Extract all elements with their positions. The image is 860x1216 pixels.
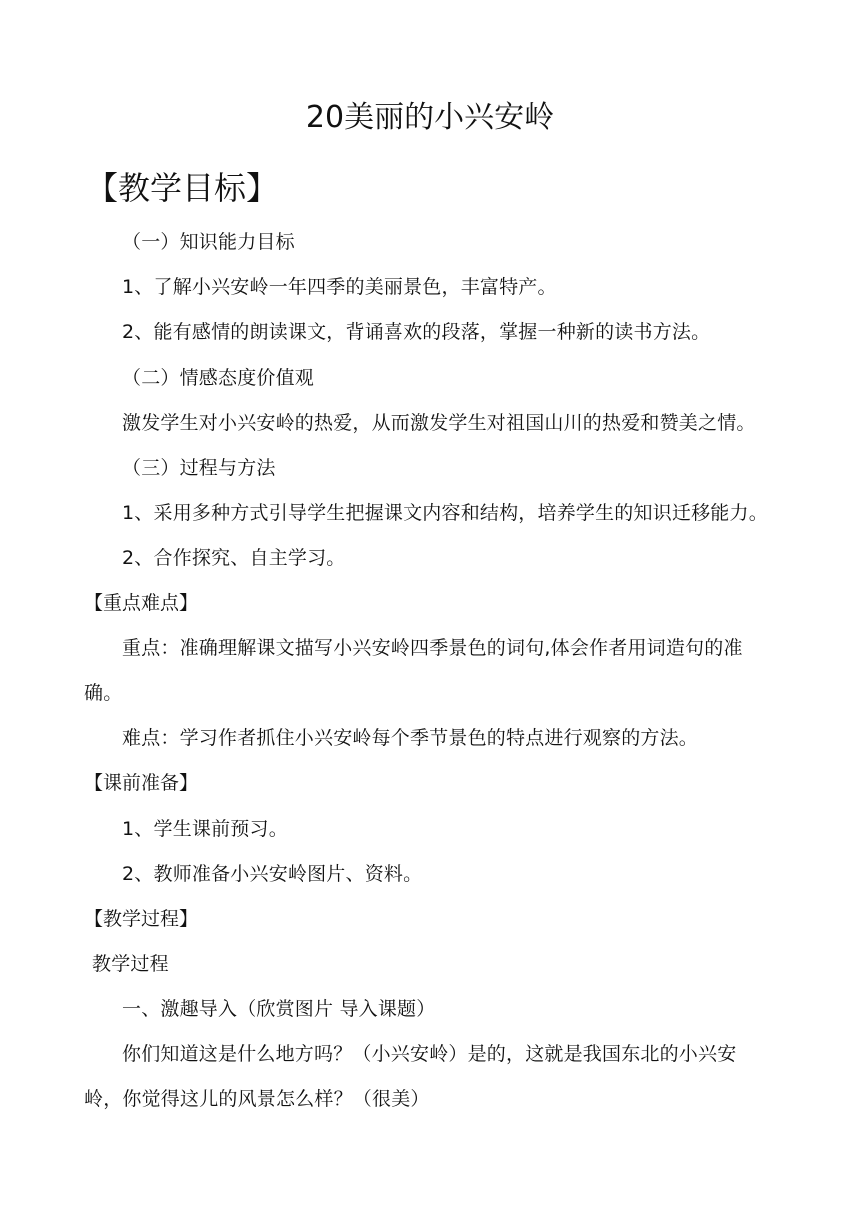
difficult-point-text: 难点：学习作者抓住小兴安岭每个季节景色的特点进行观察的方法。 [122, 727, 699, 749]
key-point-text: 重点：准确理解课文描写小兴安岭四季景色的词句,体会作者用词造句的准 [122, 637, 743, 659]
process-step: 一、激趣导入（欣赏图片 导入课题） [122, 998, 436, 1020]
objectives-item: 1、采用多种方式引导学生把握课文内容和结构，培养学生的知识迁移能力。 [122, 502, 768, 524]
objectives-subheading-process: （三）过程与方法 [122, 457, 276, 479]
process-heading: 【教学过程】 [84, 908, 199, 930]
objectives-item: 2、能有感情的朗读课文，背诵喜欢的段落，掌握一种新的读书方法。 [122, 321, 711, 343]
page-title: 20美丽的小兴安岭 [305, 100, 555, 135]
objectives-item: 激发学生对小兴安岭的热爱，从而激发学生对祖国山川的热爱和赞美之情。 [122, 412, 756, 434]
process-paragraph: 你们知道这是什么地方吗？（小兴安岭）是的，这就是我国东北的小兴安 [122, 1043, 737, 1065]
objectives-item: 1、了解小兴安岭一年四季的美丽景色，丰富特产。 [122, 276, 557, 298]
process-label: 教学过程 [92, 953, 169, 975]
objectives-subheading-values: （二）情感态度价值观 [122, 367, 315, 389]
preparation-heading: 【课前准备】 [84, 772, 199, 794]
objectives-subheading-knowledge: （一）知识能力目标 [122, 231, 295, 253]
objectives-heading: 【教学目标】 [86, 169, 279, 207]
process-paragraph: 岭，你觉得这儿的风景怎么样？（很美） [84, 1088, 430, 1110]
key-points-heading: 【重点难点】 [84, 592, 199, 614]
preparation-item: 1、学生课前预习。 [122, 818, 288, 840]
objectives-item: 2、合作探究、自主学习。 [122, 547, 346, 569]
preparation-item: 2、教师准备小兴安岭图片、资料。 [122, 863, 423, 885]
key-point-text: 确。 [84, 682, 123, 704]
